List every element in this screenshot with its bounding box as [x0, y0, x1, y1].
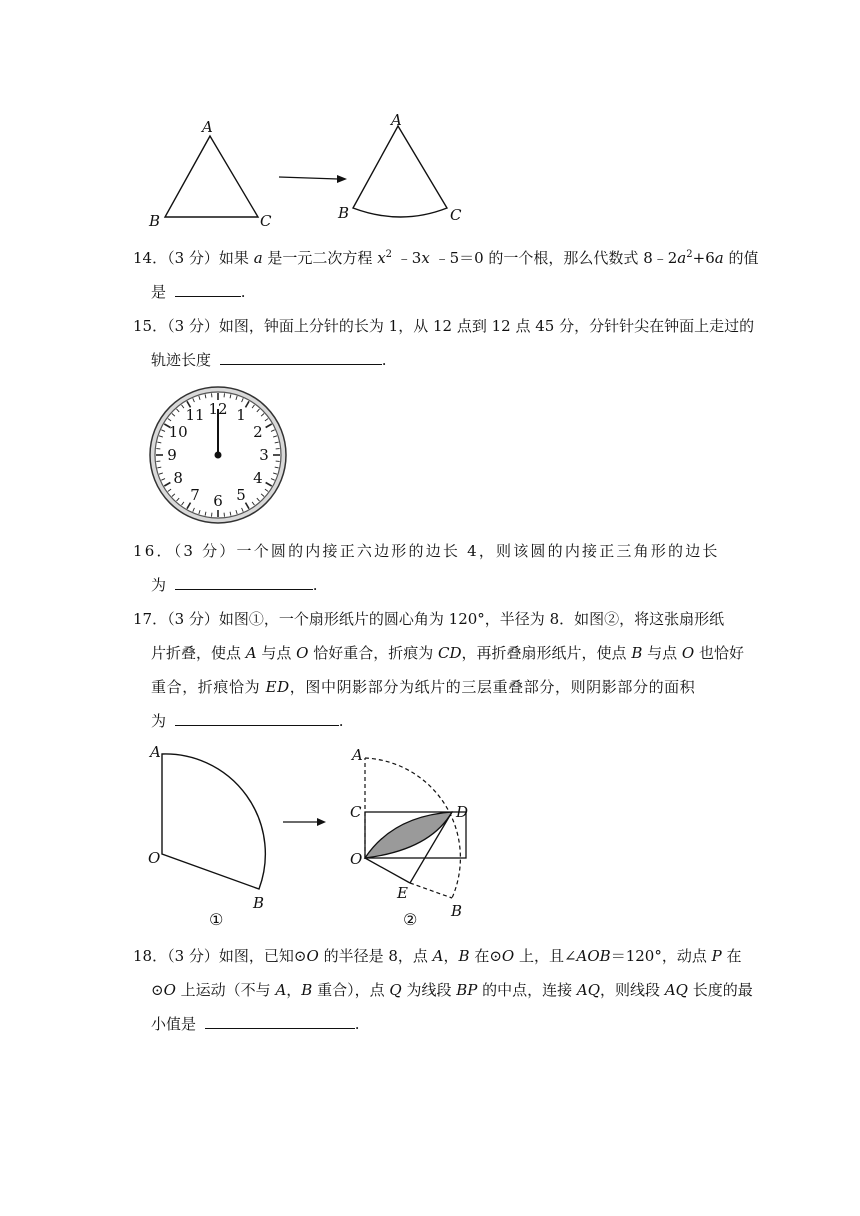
- q16-line1: 16．（3 分）一个圆的内接正六边形的边长 4，则该圆的内接正三角形的边长: [133, 542, 720, 560]
- sector-folding-figure: [140, 738, 490, 933]
- q18-line2: ⊙O 上运动（不与 A，B 重合），点 Q 为线段 BP 的中点，连接 AQ，则线段 AQ 长度的最: [151, 981, 753, 999]
- label-A-right: A: [391, 111, 402, 129]
- clock-number: 3: [259, 446, 269, 464]
- clock-number: 11: [185, 406, 205, 425]
- q18-line3: 小值是 .: [151, 1015, 360, 1033]
- q14-line2: 是 .: [151, 283, 246, 301]
- clock-number: 7: [190, 485, 200, 504]
- label-E-fig2: E: [397, 884, 408, 902]
- label-B-fig1: B: [253, 894, 265, 912]
- dashed-EB: [410, 883, 452, 898]
- label-A-fig1: A: [150, 743, 161, 761]
- q15-line2: 轨迹长度 .: [151, 351, 387, 369]
- label-A-fig2: A: [352, 746, 363, 764]
- q17-line1: 17．（3 分）如图①，一个扇形纸片的圆心角为 120°，半径为 8．如图②，将这张扇形纸: [133, 610, 725, 628]
- clock-figure: [146, 383, 290, 527]
- clock-number: 1: [236, 406, 246, 425]
- arrow-head: [337, 175, 347, 183]
- caption-fig2: ②: [403, 910, 418, 929]
- label-C-left: C: [260, 212, 272, 230]
- label-O-fig1: O: [148, 849, 161, 867]
- answer-blank-16[interactable]: [175, 575, 313, 590]
- q17-line3: 重合，折痕恰为 ED，图中阴影部分为纸片的三层重叠部分，则阴影部分的面积: [151, 678, 696, 696]
- label-B-fig2: B: [451, 902, 463, 920]
- segment-OE: [365, 858, 410, 883]
- clock-number: 2: [253, 423, 263, 441]
- label-B-left: B: [149, 212, 161, 230]
- label-O-fig2: O: [350, 850, 363, 868]
- label-D-fig2: D: [456, 803, 469, 821]
- answer-blank-14[interactable]: [175, 282, 241, 297]
- arrow-head-fig17: [317, 818, 326, 826]
- equilateral-triangle: [165, 136, 258, 217]
- clock-number: 4: [253, 469, 263, 487]
- q16-line2: 为 .: [151, 576, 318, 594]
- clock-center-dot: [215, 452, 222, 459]
- answer-blank-15[interactable]: [220, 350, 382, 365]
- clock-number: 9: [167, 446, 177, 464]
- clock-number: 5: [236, 485, 246, 504]
- q17-line2: 片折叠，使点 A 与点 O 恰好重合，折痕为 CD，再折叠扇形纸片，使点 B 与点 O 也恰好: [151, 644, 744, 662]
- label-C-right: C: [450, 206, 462, 224]
- label-A-left: A: [202, 118, 213, 136]
- q17-line4: 为 .: [151, 712, 344, 730]
- q14-line1: 14．（3 分）如果 a 是一元二次方程 $x^2$ ﹣3x ﹣5＝0 的一个根，那么代数式 $8﹣2a^2+6a$ 的值: [133, 249, 759, 267]
- q15-line1: 15．（3 分）如图，钟面上分针的长为 1，从 12 点到 12 点 45 分，分针针尖在钟面上走过的: [133, 317, 755, 335]
- clock-number: 8: [173, 469, 183, 487]
- curved-triangle: [353, 126, 447, 217]
- clock-number: 10: [168, 423, 188, 441]
- answer-blank-17[interactable]: [175, 711, 339, 726]
- label-C-fig2: C: [350, 803, 362, 821]
- answer-blank-18[interactable]: [205, 1014, 355, 1029]
- clock-number: 6: [213, 492, 223, 510]
- q18-line1: 18．（3 分）如图，已知⊙O 的半径是 8，点 A，B 在⊙O 上，且∠AOB＝120°，动点 P 在: [133, 947, 742, 965]
- triangle-transform-figure: [140, 110, 480, 235]
- label-B-right: B: [338, 204, 350, 222]
- sector-left: [162, 754, 265, 889]
- arrow-line: [279, 177, 338, 179]
- clock-number: 12: [208, 400, 228, 418]
- caption-fig1: ①: [209, 910, 224, 929]
